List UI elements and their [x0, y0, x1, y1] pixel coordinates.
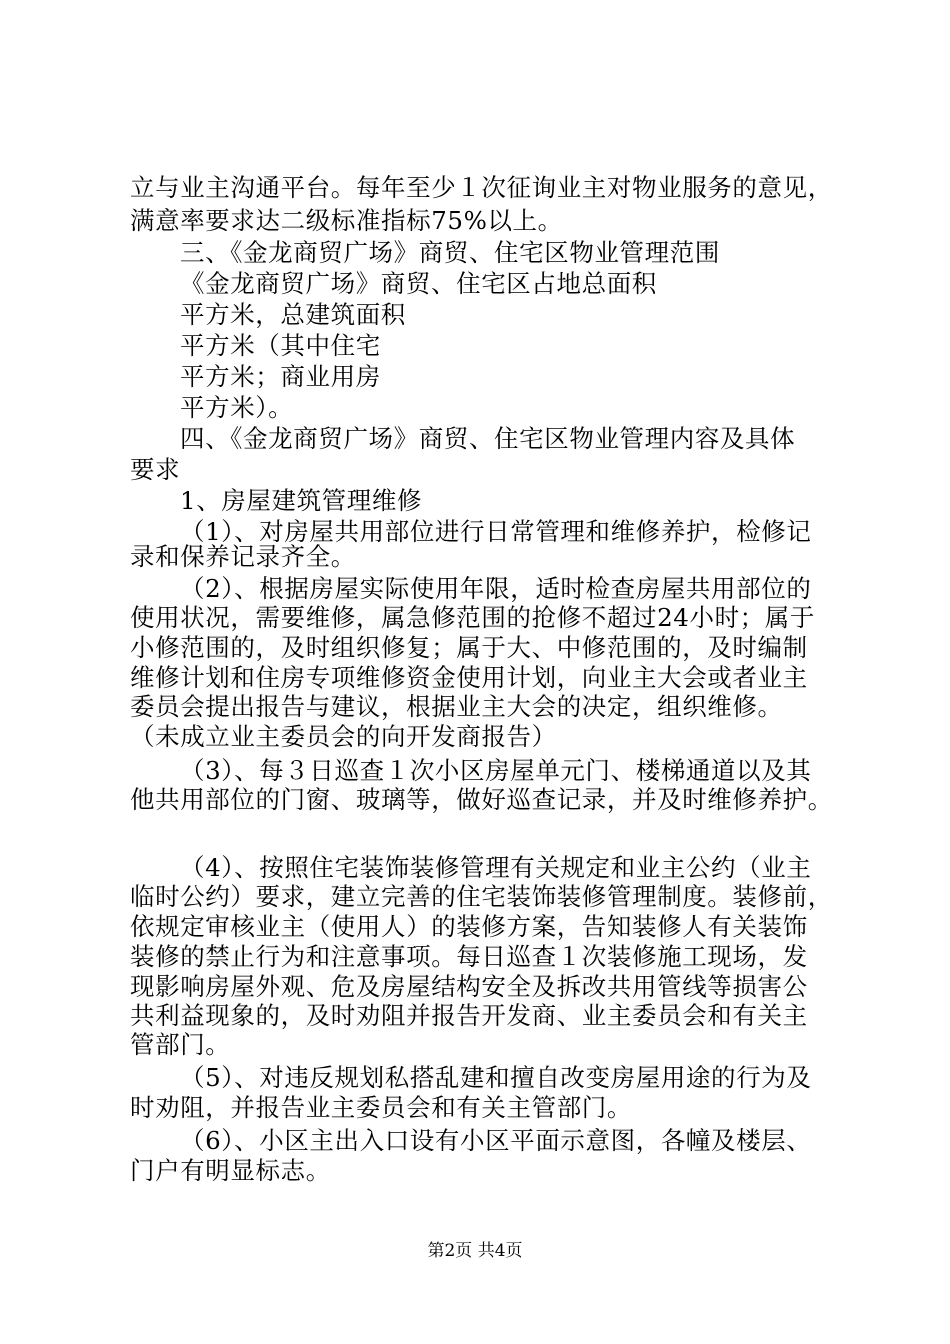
text-line: 依规定审核业主（使用人）的装修方案，告知装修人有关装饰 — [130, 912, 808, 941]
text-line: 平方米；商业用房 — [180, 362, 381, 391]
text-line: 维修计划和住房专项维修资金使用计划，向业主大会或者业主 — [130, 663, 808, 692]
text-line: 平方米（其中住宅 — [180, 331, 381, 360]
text-line: 《金龙商贸广场》商贸、住宅区占地总面积 — [180, 269, 657, 298]
text-line: 临时公约）要求，建立完善的住宅装饰装修管理制度。装修前， — [130, 882, 833, 911]
text-line: 小修范围的，及时组织修复；属于大、中修范围的，及时编制 — [130, 633, 808, 662]
page-footer: 第2页 共4页 — [427, 1241, 523, 1261]
text-line: 现影响房屋外观、危及房屋结构安全及拆改共用管线等损害公 — [130, 972, 808, 1001]
text-line: 平方米，总建筑面积 — [180, 300, 406, 329]
text-line: 装修的禁止行为和注意事项。每日巡查１次装修施工现场，发 — [130, 942, 808, 971]
text-line: 平方米）。 — [180, 393, 294, 422]
text-line: （2）、根据房屋实际使用年限，适时检查房屋共用部位的 — [180, 574, 812, 603]
text-line: 共利益现象的，及时劝阻并报告开发商、业主委员会和有关主 — [130, 1001, 808, 1030]
text-line: 三、《金龙商贸广场》商贸、住宅区物业管理范围 — [180, 238, 720, 267]
text-line: 使用状况，需要维修，属急修范围的抢修不超过24小时；属于 — [130, 603, 815, 632]
text-line: （3）、每３日巡查１次小区房屋单元门、楼梯通道以及其 — [180, 756, 812, 785]
text-line: 管部门。 — [130, 1030, 231, 1059]
text-line: （4）、按照住宅装饰装修管理有关规定和业主公约（业主 — [180, 853, 812, 882]
text-line: 满意率要求达二级标准指标75%以上。 — [130, 206, 563, 235]
text-line: 四、《金龙商贸广场》商贸、住宅区物业管理内容及具体 — [180, 424, 796, 453]
text-line: 立与业主沟通平台。每年至少１次征询业主对物业服务的意见， — [130, 173, 833, 202]
text-line: （未成立业主委员会的向开发商报告） — [130, 722, 557, 751]
text-line: 时劝阻，并报告业主委员会和有关主管部门。 — [130, 1093, 632, 1122]
text-line: 要求 — [130, 455, 181, 484]
text-line: 委员会提出报告与建议，根据业主大会的决定，组织维修。 — [130, 692, 783, 721]
text-line: 录和保养记录齐全。 — [130, 542, 356, 571]
text-line: 他共用部位的门窗、玻璃等，做好巡查记录，并及时维修养护。 — [130, 785, 833, 814]
text-line: 1、房屋建筑管理维修 — [180, 486, 423, 515]
text-line: （6）、小区主出入口设有小区平面示意图，各幢及楼层、 — [180, 1126, 812, 1155]
text-line: （1）、对房屋共用部位进行日常管理和维修养护，检修记 — [180, 517, 812, 546]
text-line: 门户有明显标志。 — [130, 1156, 331, 1185]
text-line: （5）、对违反规划私搭乱建和擅自改变房屋用途的行为及 — [180, 1063, 812, 1092]
